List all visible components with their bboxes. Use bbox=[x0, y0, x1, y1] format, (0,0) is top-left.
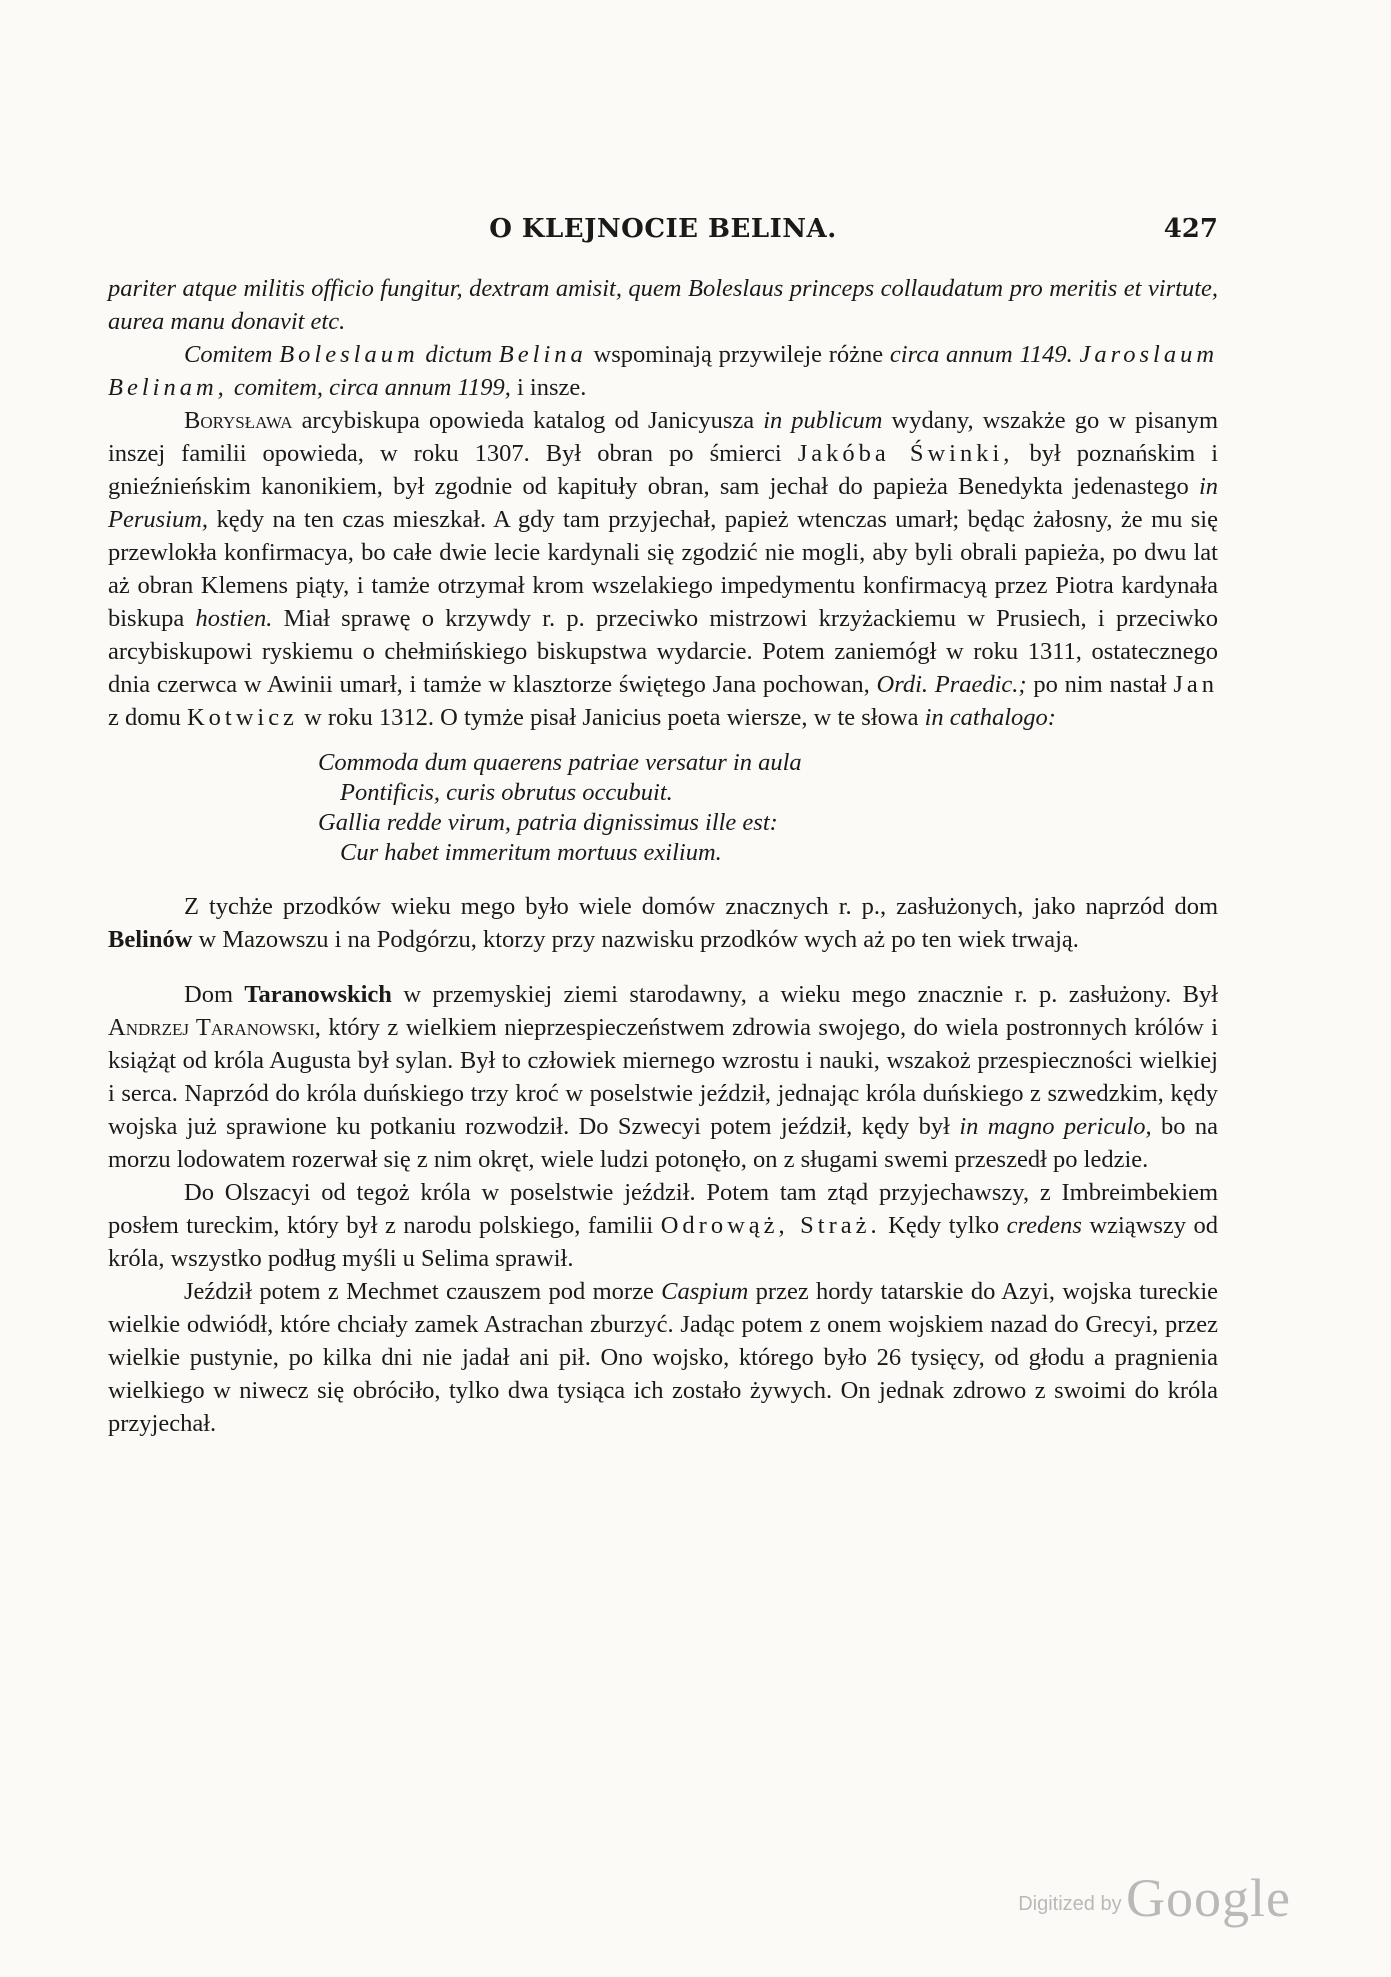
verse-line: Cur habet immeritum mortuus exilium. bbox=[340, 839, 722, 866]
paragraph-przodkow: Z tychże przodków wieku mego było wiele domów znacznych r. p., zasłużonych, jako naprzód dom Belinów w Mazowszu i na Podgórzu, ktorzy przy nazwisku przodków wych aż po ten wiek trwają. bbox=[108, 893, 1218, 953]
name-belinow: Belinów bbox=[108, 926, 193, 953]
digitized-by-google-stamp bbox=[1018, 1867, 1291, 1929]
running-title: O KLEJNOCIE BELINA. bbox=[489, 214, 837, 244]
paragraph-boryslawa: Borysława arcybiskupa opowieda katalog od Janicyusza in publicum wydany, wszakże go w pisanym inszej familii opowieda, w roku 1307. Był obran po śmierci Jakóba Świnki, był poznańskim i gnieźnieńskim kanonikiem, był zgodnie od kapituły obran, sam jechał do papieża Benedykta jedenastego in Perusium, kędy na ten czas mieszkał. A gdy tam przyjechał, papież wtenczas umarł; będąc żałosny, że mu się przewlokła konfirmacya, bo całe dwie lecie kardynali się zgodzić nie mogli, aby byli obrali papieża, po dwu lat aż obran Klemens piąty, i tamże otrzymał krom wszelakiego impedymentu konfirmacyą przez Piotra kardynała biskupa hostien. Miał sprawę o krzywdy r. p. przeciwko mistrzowi krzyżackiemu w Prusiech, i przeciwko arcybiskupowi ryskiemu o chełmińskiego biskupstwa wydarcie. Potem zaniemógł w roku 1311, ostatecznego dnia czerwca w Awinii umarł, i tamże w klasztorze świętego Jana pochowan, Ordi. Praedic.; po nim nastał Jan z domu Kotwicz w roku 1312. O tymże pisał Janicius poeta wiersze, w te słowa in cathalogo: bbox=[108, 407, 1219, 731]
paragraph-mechmet: Jeździł potem z Mechmet czauszem pod morze Caspium przez hordy tatarskie do Azyi, wojska tureckie wielkie odwiódł, które chciały zamek Astrachan zburzyć. Jadąc potem z onem wojskiem nazad do Grecyi, przez wielkie pustynie, po kilka dni nie jadał ani pił. Ono wojsko, którego było 26 tysięcy, od głodu a pragnienia wielkiego w niwecz się obróciło, tylko dwa tysiąca ich zostało żywych. On jednak zdrowo z swoimi do króla przyjechał. bbox=[108, 1278, 1219, 1437]
page-number: 427 bbox=[1163, 214, 1218, 244]
digitized-label: Digitized by bbox=[1018, 1893, 1122, 1915]
verse-line: Gallia redde virum, patria dignissimus ille est: bbox=[318, 809, 778, 836]
name-boryslawa: Borysława bbox=[184, 407, 293, 434]
name-taranowskich: Taranowskich bbox=[244, 981, 392, 1008]
paragraph-continuation bbox=[108, 272, 1218, 338]
google-logo: Google bbox=[1126, 1868, 1291, 1928]
page-header bbox=[108, 214, 1218, 254]
paragraph-olszacyi: Do Olszacyi od tegoż króla w poselstwie jeździł. Potem tam ztąd przyjechawszy, z Imbreimbekiem posłem tureckim, który był z narodu polskiego, familii Odrowąż, Straż. Kędy tylko credens wziąwszy od króla, wszystko podług myśli u Selima sprawił. bbox=[108, 1179, 1219, 1272]
paragraph-comitem: Comitem Boleslaum dictum Belina wspominają przywileje różne circa annum 1149. Jaroslaum Belinam, comitem, circa annum 1199, i insze. bbox=[108, 341, 1219, 401]
verse-line: Commoda dum quaerens patriae versatur in aula bbox=[318, 749, 802, 776]
verse-quote bbox=[318, 748, 1218, 868]
body-text bbox=[108, 272, 1218, 1440]
latin-text: pariter atque militis officio fungitur, dextram amisit, quem Boleslaus princeps collaudatum pro meritis et virtute, aurea manu donavit etc. bbox=[108, 275, 1218, 335]
paragraph-taranowskich: Dom Taranowskich w przemyskiej ziemi starodawny, a wieku mego znacznie r. p. zasłużony. Był Andrzej Taranowski, który z wielkiem nieprzespieczeństwem zdrowia swojego, do wiela postronnych królów i książąt od króla Augusta był sylan. Był to człowiek miernego wzrostu i nauki, wszakoż przespieczności wielkiej i serca. Naprzód do króla duńskiego trzy kroć w poselstwie jeździł, jednając króla duńskiego z szwedzkim, kędy wojska już sprawione ku potkaniu rozwodził. Do Szwecyi potem jeździł, kędy był in magno periculo, bo na morzu lodowatem rozerwał się z nim okręt, wiele ludzi potonęło, on z sługami swemi przeszedł po ledzie. bbox=[108, 981, 1219, 1173]
verse-line: Pontificis, curis obrutus occubuit. bbox=[340, 779, 673, 806]
name-andrzej: Andrzej Taranowski, bbox=[108, 1014, 321, 1041]
